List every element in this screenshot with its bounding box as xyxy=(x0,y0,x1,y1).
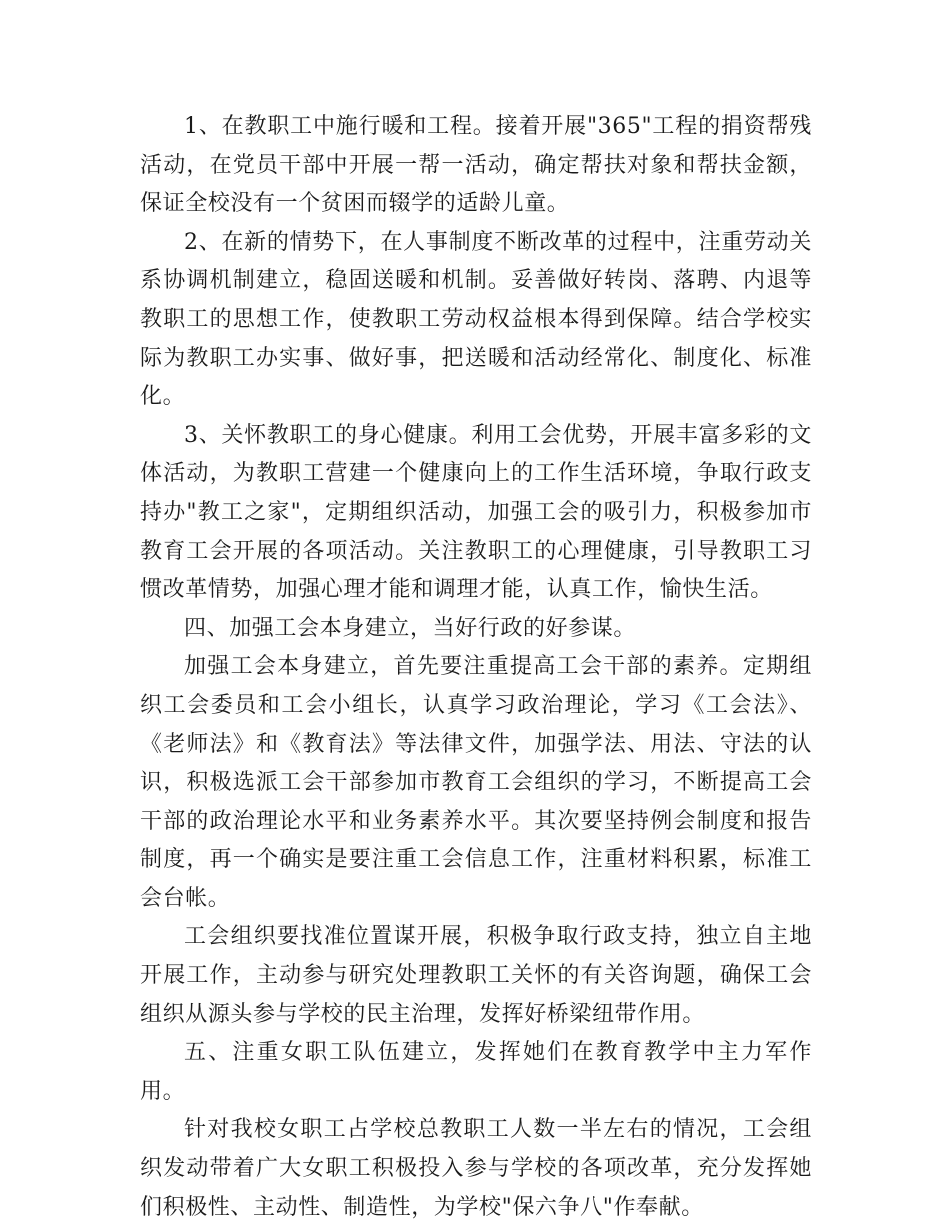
section-heading-five: 五、注重女职工队伍建立，发挥她们在教育教学中主力军作用。 xyxy=(140,1040,812,1104)
paragraph-union-position: 工会组织要找准位置谋开展，积极争取行政支持，独立自主地开展工作，主动参与研究处理教职工关怀的有关咨询题，确保工会组织从源头参与学校的民主治理，发挥好桥梁纽带作用。 xyxy=(140,924,812,1027)
paragraph-labor-relations: 2、在新的情势下，在人事制度不断改革的过程中，注重劳动关系协调机制建立，稳固送暖和机制。妥善做好转岗、落聘、内退等教职工的思想工作，使教职工劳动权益根本得到保障。结合学校实际为教职工办实事、做好事，把送暖和活动经常化、制度化、标准化。 xyxy=(140,229,812,410)
paragraph-health-care: 3、关怀教职工的身心健康。利用工会优势，开展丰富多彩的文体活动，为教职工营建一个健康向上的工作生活环境，争取行政支持办"教工之家"，定期组织活动，加强工会的吸引力，积极参加市教育工会开展的各项活动。关注教职工的心理健康，引导教职工习惯改革情势，加强心理才能和调理才能，认真工作，愉快生活。 xyxy=(140,422,812,603)
paragraph-union-building: 加强工会本身建立，首先要注重提高工会干部的素养。定期组织工会委员和工会小组长，认真学习政治理论，学习《工会法》、《老师法》和《教育法》等法律文件，加强学法、用法、守法的认识，积极选派工会干部参加市教育工会组织的学习，不断提高工会干部的政治理论水平和业务素养水平。其次要坚持例会制度和报告制度，再一个确实是要注重工会信息工作，注重材料积累，标准工会台帐。 xyxy=(140,654,812,911)
section-heading-four: 四、加强工会本身建立，当好行政的好参谋。 xyxy=(184,615,637,641)
paragraph-female-staff: 针对我校女职工占学校总教职工人数一半左右的情况，工会组织发动带着广大女职工积极投入参与学校的各项改革，充分发挥她们积极性、主动性、制造性，为学校"保六争八"作奉献。 xyxy=(140,1117,812,1220)
paragraph-warmth-project: 1、在教职工中施行暖和工程。接着开展"365"工程的捐资帮残活动，在党员干部中开展一帮一活动，确定帮扶对象和帮扶金额，保证全校没有一个贫困而辍学的适龄儿童。 xyxy=(140,114,812,217)
document-body xyxy=(140,108,812,1227)
